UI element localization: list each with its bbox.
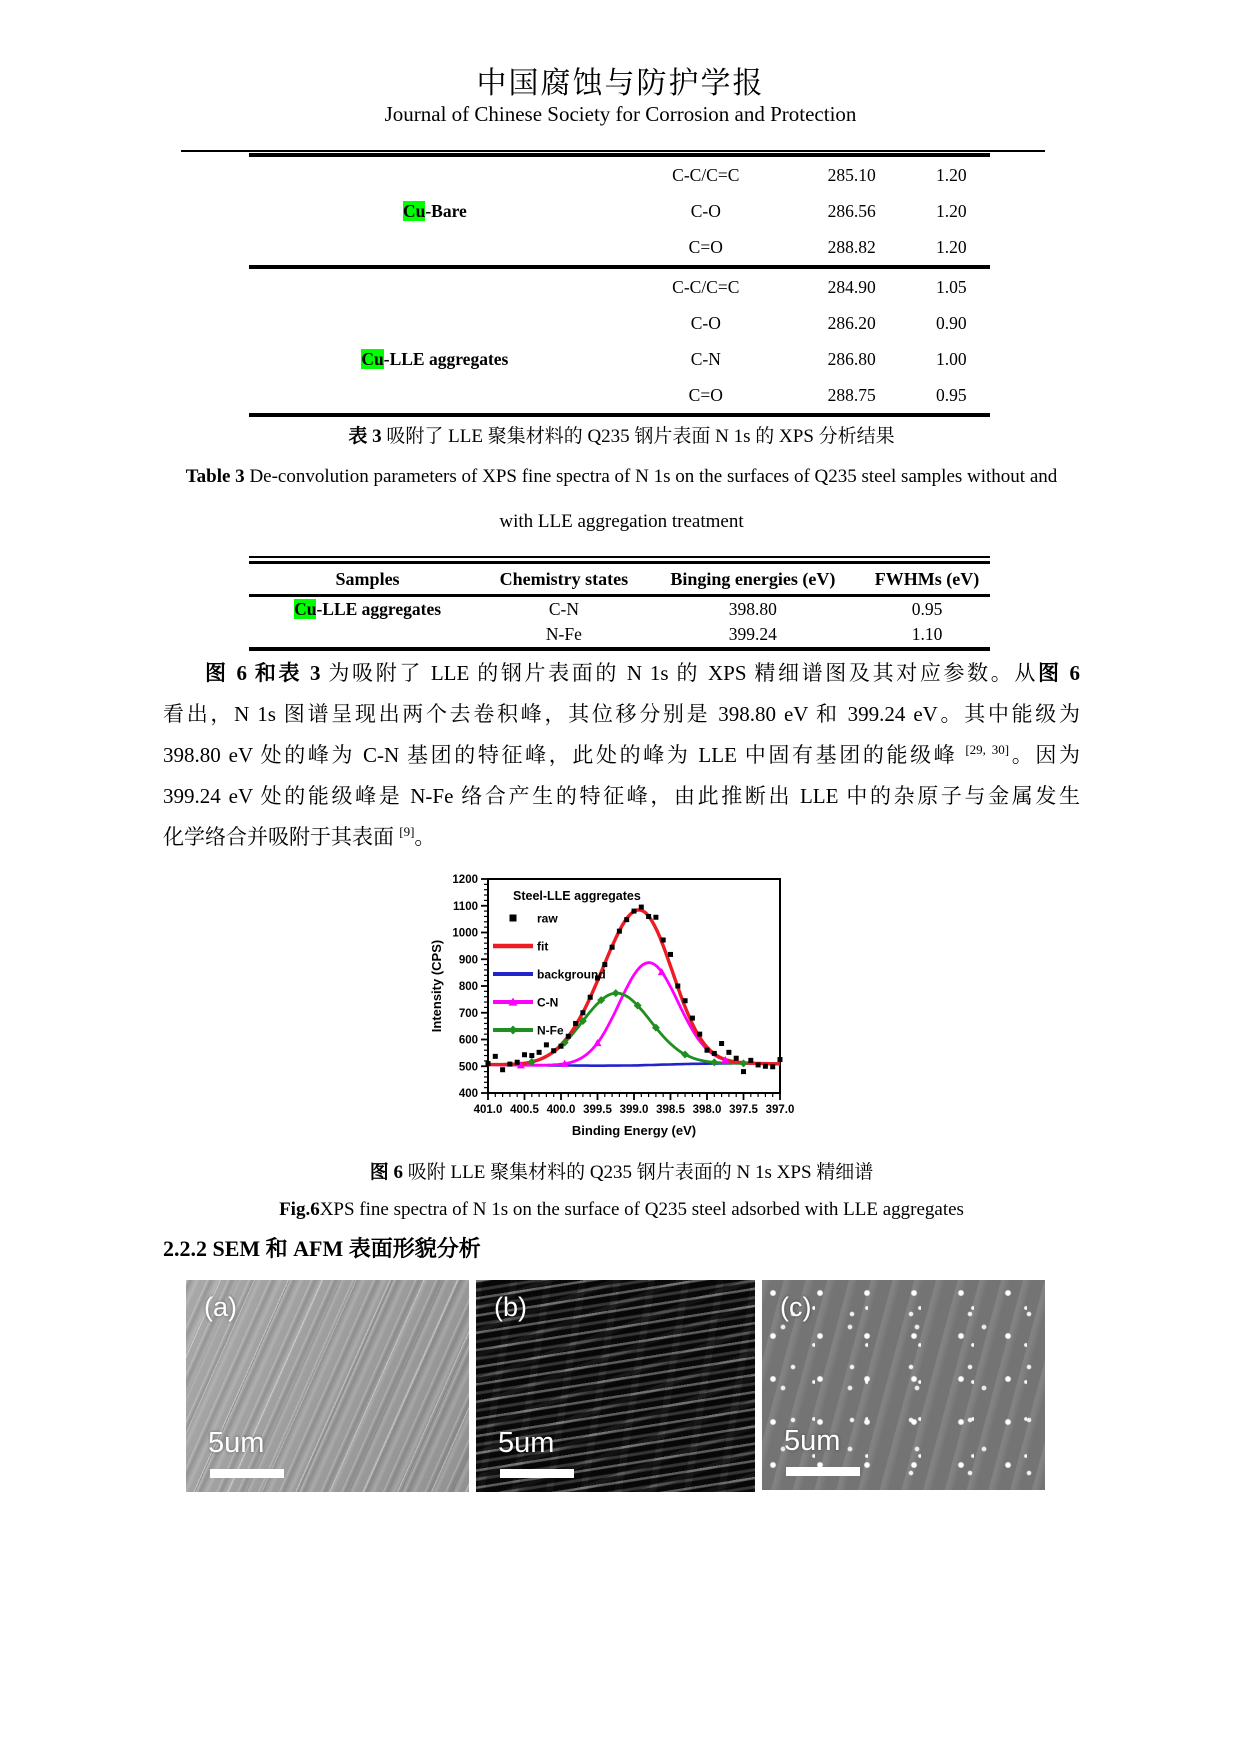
paragraph-line: 399.24 eV 处的能级峰是 N-Fe 络合产生的特征峰，由此推断出 LLE 中的杂原子与金属发生 [163, 784, 1080, 808]
xps-spectrum-chart [425, 856, 815, 1156]
table-row: Cu-Bare C-O 286.56 1.20 [249, 193, 990, 229]
svg-text:Intensity (CPS): Intensity (CPS) [429, 939, 444, 1033]
svg-text:Steel-LLE aggregates: Steel-LLE aggregates [513, 889, 641, 903]
svg-text:raw: raw [537, 911, 558, 926]
svg-text:397.5: 397.5 [729, 1104, 758, 1116]
sem-image-c [762, 1280, 1045, 1490]
highlight: Cu [294, 599, 317, 619]
xps-n1s-table [249, 556, 990, 651]
scale-label: 5um [784, 1425, 841, 1457]
svg-text:Binding Energy (eV): Binding Energy (eV) [571, 1123, 697, 1138]
svg-text:700: 700 [458, 1007, 478, 1020]
citation-superscript: [29, 30] [965, 742, 1010, 757]
col-header: Binging energies (eV) [642, 563, 864, 596]
svg-text:500: 500 [458, 1061, 478, 1074]
table-row: C=O 288.75 0.95 [688, 384, 967, 405]
svg-text:401.0: 401.0 [473, 1104, 503, 1116]
citation-superscript: [9] [399, 824, 415, 839]
svg-text:400.5: 400.5 [510, 1104, 539, 1116]
scale-bar [210, 1469, 284, 1478]
table-row: C-C/C=C 285.10 1.20 [672, 164, 967, 185]
figure6-caption-cn: 图 6 吸附 LLE 聚集材料的 Q235 钢片表面的 N 1s XPS 精细谱 [369, 1162, 874, 1183]
paragraph-line: 图 6 和表 3 为吸附了 LLE 的钢片表面的 N 1s 的 XPS 精细谱图及其对应参数。从图 6 [205, 661, 1081, 685]
header-rule [181, 150, 1045, 152]
scale-label: 5um [208, 1427, 265, 1459]
col-header: Chemistry states [486, 563, 642, 596]
svg-text:C-N: C-N [537, 995, 559, 1010]
svg-text:fit: fit [537, 939, 549, 954]
col-header: FWHMs (eV) [864, 563, 990, 596]
col-header: Samples [249, 563, 486, 596]
svg-text:397.0: 397.0 [765, 1104, 795, 1116]
xps-c1s-table [249, 153, 990, 417]
table-row: C-O 286.20 0.90 [690, 312, 967, 333]
svg-text:399.0: 399.0 [619, 1104, 649, 1116]
journal-title-cn: 中国腐蚀与防护学报 [476, 67, 765, 100]
sample-cell: Cu-LLE aggregates [361, 348, 509, 369]
svg-text:400: 400 [458, 1088, 478, 1100]
svg-text:399.5: 399.5 [583, 1104, 612, 1116]
svg-text:600: 600 [458, 1034, 478, 1047]
sample-cell: Cu-LLE aggregates [294, 599, 442, 619]
table3-caption-en-line1: Table 3 De-convolution parameters of XPS fine spectra of N 1s on the surfaces of Q235 steel samples without and [185, 466, 1058, 487]
table-row: C=O 288.82 1.20 [688, 236, 967, 257]
table3-caption-en-line2: with LLE aggregation treatment [499, 511, 744, 532]
scale-bar [500, 1469, 574, 1478]
svg-text:1100: 1100 [453, 900, 478, 913]
svg-text:background: background [537, 967, 606, 982]
panel-label: (a) [204, 1292, 237, 1322]
body-paragraph [163, 653, 1080, 858]
section-heading: 2.2.2 SEM 和 AFM 表面形貌分析 [163, 1236, 481, 1261]
table-row: Cu-LLE aggregates C-N 398.80 0.95 [249, 596, 990, 623]
table-top-thin-rule [249, 556, 990, 558]
svg-text:398.5: 398.5 [656, 1104, 685, 1116]
table-row: C-C/C=C 284.90 1.05 [249, 267, 990, 305]
highlight: Cu [361, 348, 384, 369]
svg-text:400.0: 400.0 [546, 1104, 576, 1116]
svg-text:800: 800 [458, 981, 478, 993]
table-row: Cu-LLE aggregates C-N 286.80 1.00 [249, 341, 990, 377]
sem-image-a [186, 1280, 469, 1492]
journal-title-en: Journal of Chinese Society for Corrosion and Protection [384, 102, 857, 126]
highlight: Cu [402, 200, 426, 221]
figure6-caption-en: Fig.6XPS fine spectra of N 1s on the surface of Q235 steel adsorbed with LLE aggregates [279, 1199, 964, 1220]
table-header-row [249, 563, 990, 596]
sample-cell: Cu-Bare [402, 200, 467, 221]
svg-text:398.0: 398.0 [692, 1104, 722, 1116]
paragraph-line: 398.80 eV 处的峰为 C-N 基团的特征峰，此处的峰为 LLE 中固有基团的能级峰 [29, 30]。因为 [163, 742, 1080, 767]
svg-text:1200: 1200 [452, 874, 478, 886]
table-row: N-Fe 399.24 1.10 [545, 624, 943, 644]
panel-label: (c) [780, 1292, 812, 1322]
table3-caption-cn: 表 3 吸附了 LLE 聚集材料的 Q235 钢片表面 N 1s 的 XPS 分析结果 [348, 426, 895, 447]
paragraph-line: 化学络合并吸附于其表面 [9]。 [163, 824, 436, 849]
xps-spectrum-figure [425, 856, 815, 1156]
svg-text:1000: 1000 [452, 927, 478, 940]
svg-text:900: 900 [458, 954, 478, 967]
scale-bar [786, 1467, 860, 1476]
sem-image-b [476, 1280, 755, 1492]
panel-label: (b) [494, 1292, 527, 1322]
paragraph-line: 看出，N 1s 图谱呈现出两个去卷积峰，其位移分别是 398.80 eV 和 399.24 eV。其中能级为 [163, 702, 1080, 726]
svg-text:N-Fe: N-Fe [537, 1023, 564, 1038]
scale-label: 5um [498, 1427, 555, 1459]
